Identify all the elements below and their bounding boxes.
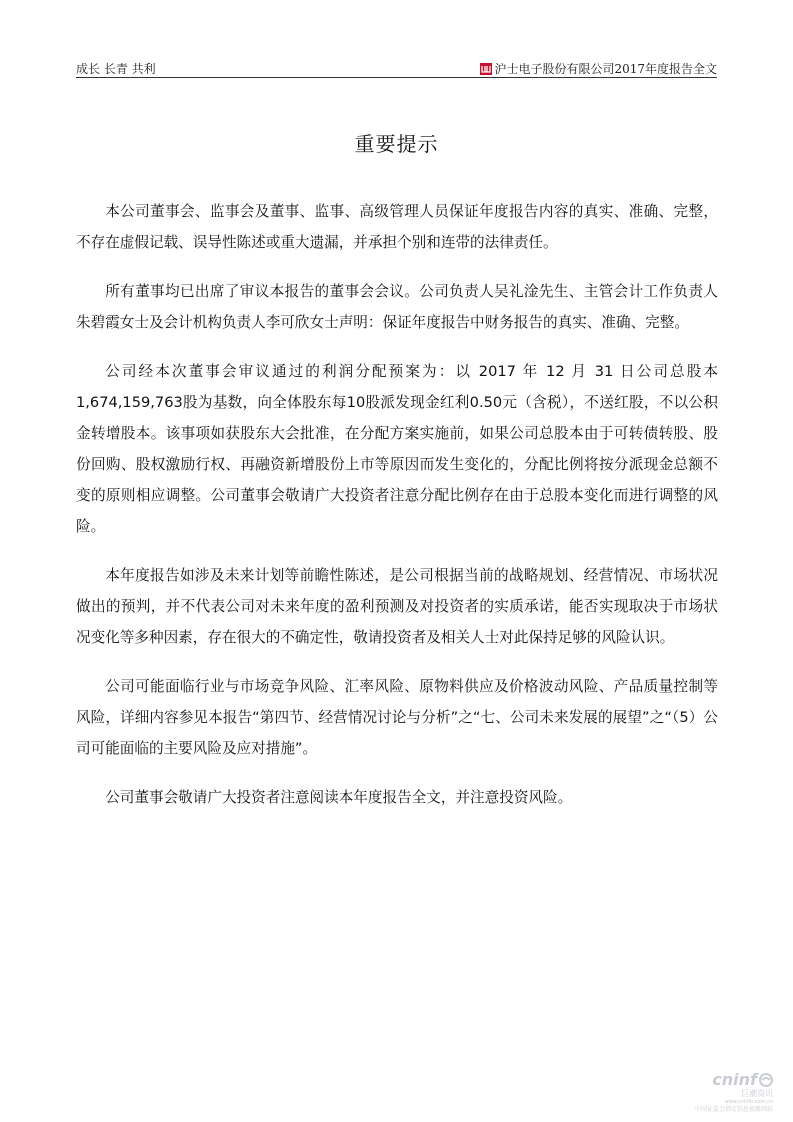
- cninf-watermark: [673, 1070, 773, 1114]
- body-text: [76, 196, 718, 831]
- header-slogan: 成长 长青 共利: [76, 62, 156, 76]
- company-logo-icon: [480, 63, 492, 75]
- watermark-brand: [673, 1070, 773, 1089]
- paragraph-forward-looking: 本年度报告如涉及未来计划等前瞻性陈述，是公司根据当前的战略规划、经营情况、市场状况做出的预判，并不代表公司对未来年度的盈利预测及对投资者的实质承诺，能否实现取决于市场状况变化等多种因素，存在很大的不确定性，敬请投资者及相关人士对此保持足够的风险认识。: [76, 567, 718, 646]
- page-header: [76, 58, 717, 78]
- watermark-url: www.cninfo.com.cn: [724, 1099, 773, 1105]
- paragraph-investor-notice: 公司董事会敬请广大投资者注意阅读本年度报告全文，并注意投资风险。: [105, 789, 573, 806]
- watermark-sub: 巨潮资讯: [741, 1089, 773, 1098]
- paragraph-risks: 公司可能面临行业与市场竞争风险、汇率风险、原物料供应及价格波动风险、产品质量控制等风险，详细内容参见本报告“第四节、经营情况讨论与分析”之“七、公司未来发展的展望”之“（5）公司可能面临的主要风险及应对措施”。: [76, 678, 718, 757]
- paragraph-profit-distribution: 公司经本次董事会审议通过的利润分配预案为：以 2017 年 12 月 31 日公司总股本1,674,159,763股为基数，向全体股东每10股派发现金红利0.50元（含税），不送红股，不以公积金转增股本。该事项如获股东大会批准，在分配方案实施前，如果公司总股本由于可转债转股、股份回购、股权激励行权、再融资新增股份上市等原因而发生变化的，分配比例将按分派现金总额不变的原则相应调整。公司董事会敬请广大投资者注意分配比例存在由于总股本变化而进行调整的风险。: [76, 363, 718, 535]
- page-title: 重要提示: [354, 132, 439, 156]
- header-divider: [76, 77, 717, 78]
- header-report-title: 沪士电子股份有限公司2017年度报告全文: [494, 62, 717, 76]
- paragraph-directors-statement: 所有董事均已出席了审议本报告的董事会会议。公司负责人吴礼淦先生、主管会计工作负责人朱碧霞女士及会计机构负责人李可欣女士声明：保证年度报告中财务报告的真实、准确、完整。: [76, 283, 718, 331]
- watermark-caption: 中国证监会指定信息披露网站: [694, 1106, 773, 1113]
- paragraph-responsibility: 本公司董事会、监事会及董事、监事、高级管理人员保证年度报告内容的真实、准确、完整，不存在虚假记载、误导性陈述或重大遗漏，并承担个别和连带的法律责任。: [76, 203, 718, 251]
- cninf-logo-icon: [759, 1073, 773, 1087]
- watermark-brand-text: cninf: [712, 1070, 757, 1089]
- header-company: [480, 60, 717, 77]
